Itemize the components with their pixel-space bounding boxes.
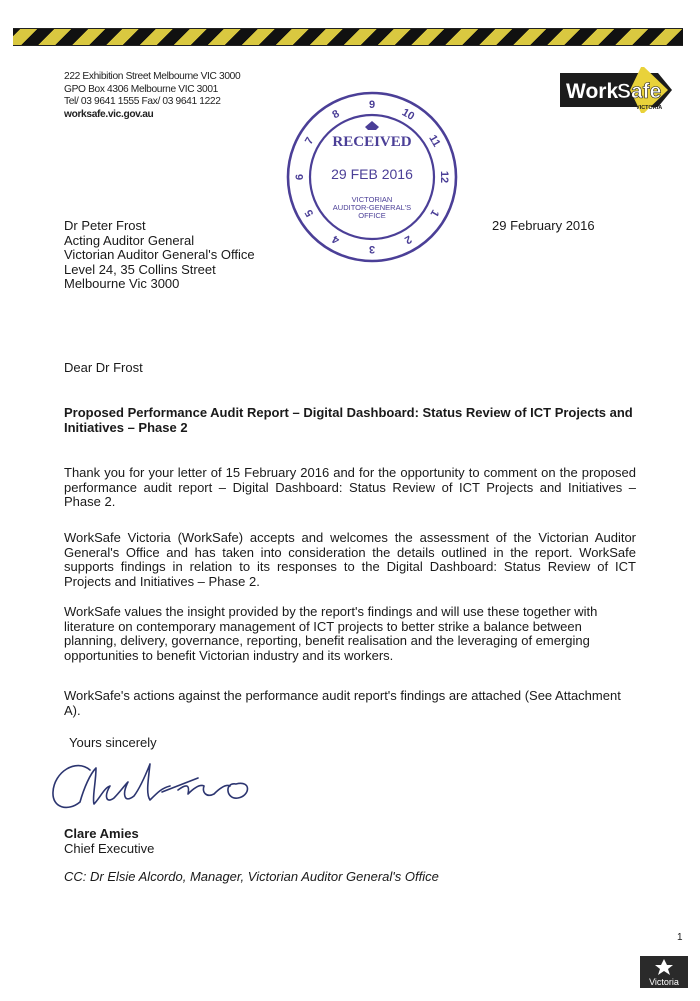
recipient-title: Acting Auditor General — [64, 232, 195, 248]
stamp-month-number: 10 — [399, 106, 417, 123]
recipient-office: Victorian Auditor General's Office — [64, 247, 255, 263]
stamp-month-number: 4 — [330, 232, 342, 247]
logo-text-safe: Safe — [617, 80, 662, 103]
recipient-name: Dr Peter Frost — [64, 218, 146, 233]
letterhead-address — [64, 71, 240, 121]
stamp-label: RECEIVED — [332, 134, 412, 150]
hazard-stripe-banner — [13, 28, 683, 46]
recipient-street: Level 24, 35 Collins Street — [64, 261, 216, 277]
stamp-org-line2: AUDITOR-GENERAL'S — [332, 203, 412, 212]
closing: Yours sincerely — [69, 735, 157, 750]
stamp-month-number: 3 — [368, 243, 376, 255]
stamp-month-number: 6 — [294, 173, 306, 181]
stamp-month-number: 2 — [402, 232, 414, 247]
salutation: Dear Dr Frost — [64, 360, 143, 375]
stamp-month-number: 7 — [302, 135, 317, 147]
recipient-address — [64, 219, 255, 292]
address-line-street: 222 Exhibition Street Melbourne VIC 3000 — [64, 71, 241, 82]
worksafe-logo — [560, 67, 684, 113]
subject-line: Proposed Performance Audit Report – Digital Dashboard: Status Review of ICT Projects and Initiatives – Phase 2 — [64, 405, 633, 435]
handwritten-signature — [50, 752, 280, 820]
stamp-date: 29 FEB 2016 — [331, 166, 413, 182]
letter-date: 29 February 2016 — [492, 218, 595, 233]
received-stamp — [285, 90, 459, 264]
signatory-block — [64, 826, 154, 856]
address-line-phone: Tel/ 03 9641 1555 Fax/ 03 9641 1222 — [64, 96, 221, 107]
signatory-name: Clare Amies — [64, 826, 139, 841]
stamp-month-number: 12 — [438, 170, 450, 184]
stamp-org-line3: OFFICE — [358, 211, 386, 220]
body-paragraph-2: WorkSafe Victoria (WorkSafe) accepts and welcomes the assessment of the Victorian Auditor General's Office and has taken into consideration the details outlined in the report. WorkSafe supports findings in relation to its responses to the Digital Dashboard: Status Review of ICT Projects and Initiatives – Phase 2. — [64, 530, 636, 590]
crown-icon — [365, 121, 379, 130]
stamp-month-number: 11 — [426, 132, 443, 150]
cc-line: CC: Dr Elsie Alcordo, Manager, Victorian Auditor General's Office — [64, 869, 439, 884]
signatory-title: Chief Executive — [64, 841, 155, 856]
stamp-month-number: 1 — [427, 207, 442, 219]
body-paragraph-4: WorkSafe's actions against the performance audit report's findings are attached (See Attachment A). — [64, 688, 621, 718]
body-paragraph-1: Thank you for your letter of 15 February 2016 and for the opportunity to comment on the proposed performance audit report – Digital Dashboard: Status Review of ICT Projects and Initiatives – Phase 2. — [64, 465, 636, 510]
stamp-month-number: 5 — [302, 207, 317, 219]
logo-text-work: Work — [566, 80, 619, 103]
address-line-po-box: GPO Box 4306 Melbourne VIC 3001 — [64, 83, 218, 95]
body-paragraph-3: WorkSafe values the insight provided by the report's findings and will use these together with literature on contemporary management of ICT projects to better strike a balance between planning, delivery, governance, reporting, benefit realisation and the leveraging of emerging opportunities to benefit Victorian industry and its workers. — [64, 604, 598, 664]
victoria-logo-text: Victoria — [649, 977, 679, 987]
logo-subtext: VICTORIA — [636, 105, 663, 111]
page-number: 1 — [677, 932, 683, 943]
website: worksafe.vic.gov.au — [64, 108, 154, 120]
stamp-month-number: 8 — [330, 107, 342, 122]
victoria-state-logo — [640, 956, 688, 988]
recipient-city: Melbourne Vic 3000 — [64, 276, 180, 292]
stamp-month-number: 9 — [368, 99, 376, 111]
stamp-org-line1: VICTORIAN — [351, 195, 393, 204]
